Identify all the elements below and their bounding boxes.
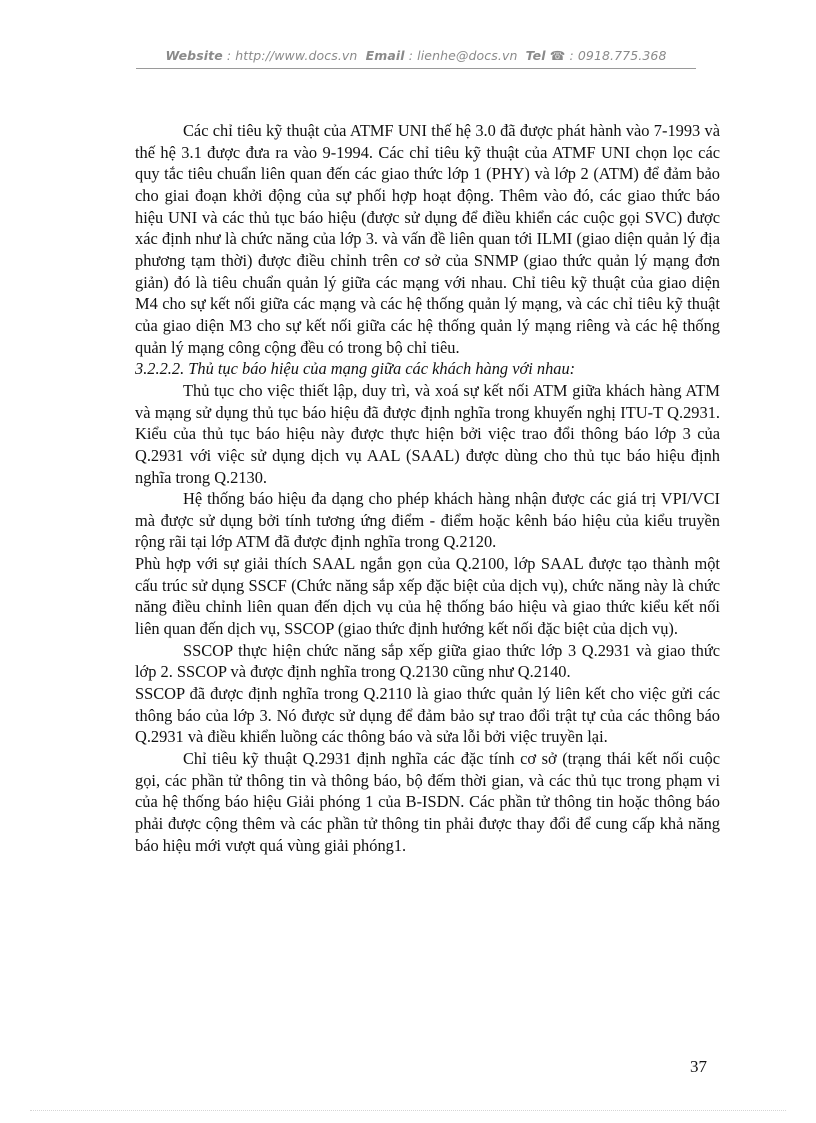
paragraph-vpi-vci: Hệ thống báo hiệu đa dạng cho phép khách hàng nhận được các giá trị VPI/VCI mà được sử dụng bởi tính tương ứng điểm - điểm hoặc kênh báo hiệu của kiểu truyền rộng rãi tại lớp ATM đã được định nghĩa trong Q.2120. [135,489,720,552]
paragraph-atmf-uni: Các chỉ tiêu kỹ thuật của ATMF UNI thế hệ 3.0 đã được phát hành vào 7-1993 và thế hệ 3.1 được đưa ra vào 9-1994. Các chỉ tiêu kỹ thuật của ATMF UNI chọn lọc các quy tắc tiêu chuẩn liên quan đến các giao thức lớp 1 (PHY) và lớp 2 (ATM) để đảm bảo cho giai đoạn khởi động của sự phối hợp hoạt động. Thêm vào đó, các giao thức báo hiệu UNI và các thủ tục báo hiệu (được sử dụng để điều khiển các cuộc gọi SVC) được xác định như là chức năng của lớp 3. và vấn đề liên quan tới ILMI (giao diện quản lý địa phương tạm thời) được điều chỉnh trên cơ sở của SNMP (giao thức quản lý mạng đơn giản) đó là tiêu chuẩn quản lý giữa các mạng với nhau. Chỉ tiêu kỹ thuật của giao diện M4 cho sự kết nối giữa các mạng và các hệ thống quản lý mạng, và các chỉ tiêu kỹ thuật của giao diện M3 cho sự kết nối giữa các hệ thống quản lý mạng riêng và các hệ thống quản lý mạng công cộng đều có trong bộ chỉ tiêu. [135,121,720,357]
email-label: Email [365,48,405,63]
page-header [136,48,696,63]
section-heading: 3.2.2.2. Thủ tục báo hiệu của mạng giữa các khách hàng với nhau: [135,359,576,379]
body-text [135,120,720,856]
tel-label: Tel [525,48,546,63]
email-value: : lienhe@docs.vn [408,48,518,63]
footer-divider [30,1110,786,1111]
website-value: : http://www.docs.vn [226,48,358,63]
paragraph-saal: Phù hợp với sự giải thích SAAL ngắn gọn của Q.2100, lớp SAAL được tạo thành một cấu trúc sử dụng SSCF (Chức năng sắp xếp đặc biệt của dịch vụ), chức năng này là chức năng điều chỉnh liên quan đến dịch vụ của hệ thống báo hiệu và giao thức kiểu kết nối liên quan đến dịch vụ, SSCOP (giao thức định hướng kết nối đặc biệt của dịch vụ). [135,554,720,639]
paragraph-sscop-q2110: SSCOP đã được định nghĩa trong Q.2110 là giao thức quản lý liên kết cho việc gửi các thông báo của lớp 3. Nó được sử dụng để đảm bảo sự trao đổi trật tự của các thông báo Q.2931 và điều khiển luồng các thông báo và sửa lỗi bởi việc truyền lại. [135,684,720,747]
paragraph-q2931: Thủ tục cho việc thiết lập, duy trì, và xoá sự kết nối ATM giữa khách hàng ATM và mạng sử dụng thủ tục báo hiệu đã được định nghĩa trong khuyến nghị ITU-T Q.2931. Kiểu của thủ tục báo hiệu này được thực hiện bởi việc trao đổi thông báo lớp 3 của Q.2931 với việc sử dụng dịch vụ AAL (SAAL) được dùng cho thủ tục báo hiệu định nghĩa trong Q.2130. [135,380,720,487]
website-label: Website [165,48,223,63]
page-number: 37 [690,1057,707,1076]
paragraph-q2931-spec: Chỉ tiêu kỹ thuật Q.2931 định nghĩa các đặc tính cơ sở (trạng thái kết nối cuộc gọi, các phần tử thông tin và thông báo, bộ đếm thời gian, và các thủ tục trong phạm vi của hệ thống báo hiệu Giải phóng 1 của B-ISDN. Các phần tử thông tin hoặc thông báo phải được cộng thêm và các phần tử thông tin phải được thay đổi để cung cấp khả năng báo hiệu mới vượt quá vùng giải phóng1. [135,749,720,855]
tel-value: : 0918.775.368 [569,48,667,63]
header-divider [136,68,696,69]
phone-icon: ☎ [549,48,566,63]
paragraph-sscop-function: SSCOP thực hiện chức năng sắp xếp giữa giao thức lớp 3 Q.2931 và giao thức lớp 2. SSCOP và được định nghĩa trong Q.2130 cũng như Q.2140. [135,640,720,682]
